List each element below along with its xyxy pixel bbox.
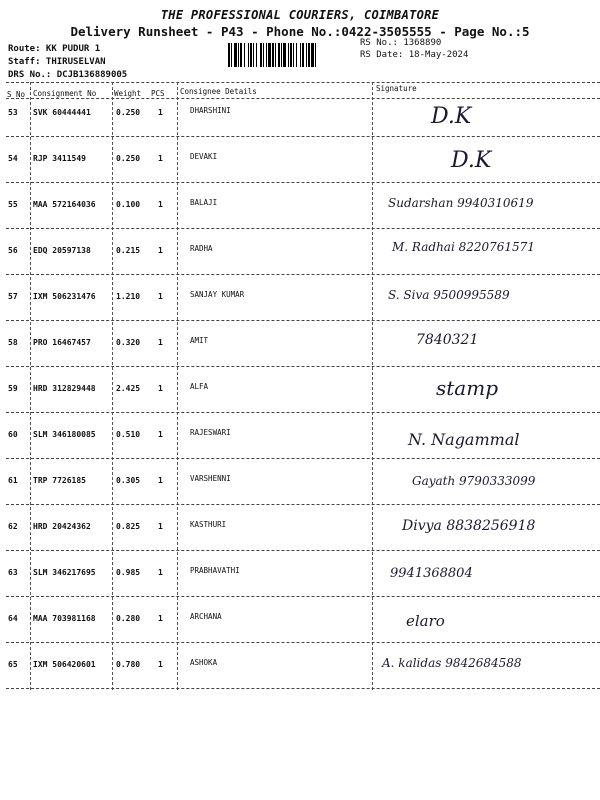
rs-date: RS Date: 18-May-2024 (360, 50, 469, 60)
barcode-bar (238, 43, 239, 67)
row-consignee: RADHA (190, 244, 213, 253)
barcode-bar (250, 43, 252, 67)
row-weight: 0.825 (116, 522, 141, 531)
row-consignee: DEVAKI (190, 152, 218, 161)
row-sno: 55 (8, 200, 18, 209)
barcode-bar (268, 43, 271, 67)
table-top-border (6, 82, 600, 83)
row-divider (6, 688, 600, 689)
row-consignment-no: HRD 20424362 (33, 522, 91, 531)
row-consignee: DHARSHINI (190, 106, 231, 115)
rs-number: RS No.: 1368890 (360, 38, 442, 48)
barcode-bar (256, 43, 257, 67)
staff-label: Staff: THIRUSELVAN (8, 57, 106, 67)
row-signature: D.K (431, 104, 472, 129)
row-consignee: KASTHURI (190, 520, 227, 529)
barcode-bar (278, 43, 280, 67)
row-pcs: 1 (158, 476, 163, 485)
row-divider (6, 320, 600, 321)
barcode-bar (290, 43, 292, 67)
row-consignment-no: SLM 346217695 (33, 568, 96, 577)
row-weight: 1.210 (116, 292, 141, 301)
row-consignment-no: PRO 16467457 (33, 338, 91, 347)
barcode-image (228, 43, 352, 67)
row-sno: 62 (8, 522, 18, 531)
row-signature: D.K (451, 148, 492, 173)
barcode-bar (234, 43, 237, 67)
row-consignment-no: SVK 60444441 (33, 108, 91, 117)
barcode-bar (272, 43, 274, 67)
row-pcs: 1 (158, 292, 163, 301)
row-sno: 56 (8, 246, 18, 255)
company-name: THE PROFESSIONAL COURIERS, COIMBATORE (160, 8, 440, 22)
row-weight: 0.100 (116, 200, 141, 209)
row-sno: 57 (8, 292, 18, 301)
barcode-bar (244, 43, 245, 67)
row-consignee: SANJAY KUMAR (190, 290, 245, 299)
row-weight: 0.250 (116, 154, 141, 163)
col-divider (372, 82, 373, 690)
col-header-sno: S No (7, 90, 26, 99)
col-header-pcs: PCS (151, 89, 165, 98)
col-header-signature: Signature (376, 84, 417, 93)
row-consignee: ARCHANA (190, 612, 222, 621)
barcode-bar (296, 43, 297, 67)
row-sno: 61 (8, 476, 18, 485)
barcode-bar (260, 43, 262, 67)
row-pcs: 1 (158, 200, 163, 209)
row-signature: Divya 8838256918 (402, 518, 536, 534)
col-header-consignment: Consignment No (33, 89, 97, 98)
row-divider (6, 596, 600, 597)
row-consignment-no: IXM 506231476 (33, 292, 96, 301)
barcode-bar (253, 43, 254, 67)
row-consignee: PRABHAVATHI (190, 566, 240, 575)
col-header-consignee: Consignee Details (180, 87, 257, 96)
barcode-bar (228, 43, 230, 67)
row-signature: M. Radhai 8220761571 (392, 240, 535, 254)
row-pcs: 1 (158, 384, 163, 393)
row-pcs: 1 (158, 108, 163, 117)
row-pcs: 1 (158, 246, 163, 255)
barcode-bar (283, 43, 286, 67)
row-divider (6, 412, 600, 413)
barcode-bar (293, 43, 294, 67)
col-divider (177, 82, 178, 690)
row-weight: 0.215 (116, 246, 141, 255)
row-signature: stamp (436, 376, 498, 400)
row-consignment-no: MAA 572164036 (33, 200, 96, 209)
row-sno: 54 (8, 154, 18, 163)
barcode-bar (231, 43, 232, 67)
row-consignment-no: MAA 703981168 (33, 614, 96, 623)
row-consignment-no: EDQ 20597138 (33, 246, 91, 255)
row-weight: 0.280 (116, 614, 141, 623)
row-pcs: 1 (158, 522, 163, 531)
row-sno: 59 (8, 384, 18, 393)
row-consignment-no: IXM 506420601 (33, 660, 96, 669)
row-divider (6, 274, 600, 275)
row-weight: 0.320 (116, 338, 141, 347)
row-sno: 65 (8, 660, 18, 669)
row-consignee: RAJESWARI (190, 428, 231, 437)
row-pcs: 1 (158, 338, 163, 347)
col-divider (30, 82, 31, 690)
row-divider (6, 228, 600, 229)
row-consignee: BALAJI (190, 198, 218, 207)
col-header-weight: Weight (114, 89, 142, 98)
barcode-bar (248, 43, 249, 67)
row-divider (6, 642, 600, 643)
row-signature: elaro (406, 612, 445, 630)
barcode-bar (300, 43, 301, 67)
row-sno: 53 (8, 108, 18, 117)
row-weight: 0.510 (116, 430, 141, 439)
barcode-bar (281, 43, 282, 67)
row-weight: 0.250 (116, 108, 141, 117)
row-sno: 60 (8, 430, 18, 439)
barcode-bar (302, 43, 304, 67)
row-signature: 9941368804 (390, 566, 473, 581)
row-weight: 0.985 (116, 568, 141, 577)
barcode-bar (275, 43, 276, 67)
row-divider (6, 182, 600, 183)
barcode-bar (315, 43, 316, 67)
row-pcs: 1 (158, 568, 163, 577)
row-signature: A. kalidas 9842684588 (382, 656, 522, 670)
row-consignee: AMIT (190, 336, 209, 345)
route-label: Route: KK PUDUR 1 (8, 44, 101, 54)
row-divider (6, 550, 600, 551)
row-consignment-no: SLM 346180085 (33, 430, 96, 439)
row-divider (6, 136, 600, 137)
drs-number: DRS No.: DCJB136889005 (8, 70, 128, 80)
barcode-bar (311, 43, 314, 67)
row-pcs: 1 (158, 154, 163, 163)
header-bottom-border (6, 98, 600, 99)
row-weight: 2.425 (116, 384, 141, 393)
barcode-bar (240, 43, 242, 67)
row-pcs: 1 (158, 430, 163, 439)
row-divider (6, 366, 600, 367)
barcode-bar (308, 43, 310, 67)
barcode-bar (263, 43, 264, 67)
barcode-bar (288, 43, 289, 67)
row-weight: 0.780 (116, 660, 141, 669)
row-divider (6, 504, 600, 505)
row-divider (6, 458, 600, 459)
row-sno: 58 (8, 338, 18, 347)
col-divider (112, 82, 113, 690)
row-consignment-no: RJP 3411549 (33, 154, 86, 163)
row-pcs: 1 (158, 614, 163, 623)
barcode-bar (306, 43, 307, 67)
row-sno: 64 (8, 614, 18, 623)
row-signature: Sudarshan 9940310619 (388, 196, 534, 210)
row-signature: N. Nagammal (408, 430, 520, 449)
row-consignee: VARSHENNI (190, 474, 231, 483)
row-weight: 0.305 (116, 476, 141, 485)
row-signature: 7840321 (416, 332, 479, 348)
barcode-bar (266, 43, 267, 67)
row-consignee: ALFA (190, 382, 209, 391)
row-consignee: ASHOKA (190, 658, 218, 667)
row-consignment-no: HRD 312829448 (33, 384, 96, 393)
row-consignment-no: TRP 7726185 (33, 476, 86, 485)
row-sno: 63 (8, 568, 18, 577)
runsheet-title: Delivery Runsheet - P43 - Phone No.:0422-3505555 - Page No.:5 (70, 24, 530, 39)
row-signature: Gayath 9790333099 (412, 474, 536, 488)
row-pcs: 1 (158, 660, 163, 669)
row-signature: S. Siva 9500995589 (388, 288, 510, 302)
